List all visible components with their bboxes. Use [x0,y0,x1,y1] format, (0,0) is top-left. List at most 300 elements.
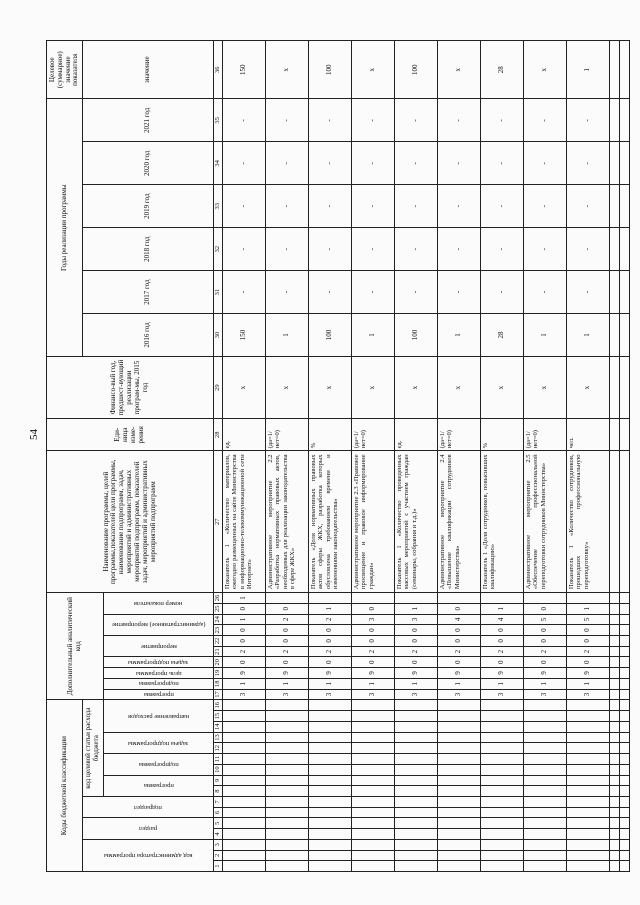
empty-cell [609,754,619,765]
analytic-code-cell: 0 [222,657,265,668]
budget-code-cell [265,829,308,840]
budget-code-cell [480,754,523,765]
analytic-code-cell: 0 [308,636,351,647]
program-indicators-table [46,40,630,872]
analytic-code-cell: 0 [523,657,566,668]
year-value: - [523,271,566,314]
section-header: раздел [139,825,158,833]
column-number: 33 [213,185,222,228]
subprogram-task-header: задача подпрограммы [128,739,189,747]
budget-code-cell [480,786,523,797]
analytic-code-cell: 1 [394,678,437,689]
budget-code-cell [351,796,394,807]
analytic-code-cell [394,593,437,604]
analytic-code-cell: 0 [480,657,523,668]
empty-cell [619,614,629,625]
empty-cell [619,356,629,418]
analytic-code-cell: 1 [480,678,523,689]
analytic-code-cell: 9 [523,668,566,679]
analytic-code-cell: 1 [222,593,265,604]
budget-code-cell [394,839,437,850]
budget-code-cell [308,829,351,840]
column-numbers-row [213,41,222,872]
year-value: - [480,99,523,142]
budget-code-cell [308,721,351,732]
empty-cell [609,625,619,636]
budget-code-cell [222,807,265,818]
analytic-code-cell: 0 [265,603,308,614]
table-row [523,41,566,872]
year-value: - [394,228,437,271]
budget-code-cell [437,829,480,840]
budget-code-cell [437,839,480,850]
column-number: 20 [213,657,222,668]
year-value: - [437,228,480,271]
budget-code-cell [566,711,609,722]
column-number: 2 [213,850,222,861]
analytic-code-cell: 0 [308,625,351,636]
empty-cell [609,678,619,689]
financing-value: х [394,356,437,418]
empty-cell [609,796,619,807]
budget-code-cell [566,721,609,732]
analytic-code-cell: 9 [566,668,609,679]
budget-code-cell [265,861,308,872]
budget-code-cell [437,732,480,743]
budget-code-cell [308,764,351,775]
analytic-code-cell: 0 [480,636,523,647]
financing-value: х [566,356,609,418]
empty-cell [619,807,629,818]
analytic-code-cell: 3 [394,614,437,625]
financing-value: х [265,356,308,418]
budget-code-cell [394,754,437,765]
analytic-code-cell: 0 [523,625,566,636]
table-row [480,41,523,872]
target-value: 100 [308,41,351,99]
year-value: - [265,142,308,185]
year-value: - [566,228,609,271]
empty-cell [609,314,619,357]
analytic-code-cell: 1 [437,678,480,689]
budget-code-cell [566,839,609,850]
analytic-code-cell: 0 [265,625,308,636]
analytic-code-cell [480,593,523,604]
item-name: Показатель 1 «Доля сотрудников, повысивших квалификацию» [480,451,523,593]
budget-code-cell [222,754,265,765]
empty-cell [609,99,619,142]
year-value: - [523,228,566,271]
budget-code-cell [222,818,265,829]
budget-code-cell [566,786,609,797]
budget-code-cell [222,839,265,850]
analytic-code-cell: 0 [351,625,394,636]
column-number: 17 [213,689,222,700]
column-number: 5 [213,818,222,829]
financing-value: х [222,356,265,418]
empty-cell [619,41,629,99]
budget-code-cell [566,754,609,765]
item-unit: ед. [222,419,265,451]
empty-cell [609,603,619,614]
year-value: - [351,271,394,314]
analytic-code-cell: 2 [523,646,566,657]
year-value: - [222,228,265,271]
analytic-code-cell: 2 [394,646,437,657]
year-value: 150 [222,314,265,357]
year-value: - [308,99,351,142]
analytic-code-cell: 0 [480,625,523,636]
subprogram-header: подпрограмма [138,760,179,768]
budget-code-cell [265,732,308,743]
year-value: - [308,185,351,228]
budget-code-cell [394,829,437,840]
budget-code-cell [566,775,609,786]
empty-cell [609,786,619,797]
column-number: 19 [213,668,222,679]
financing-value: х [351,356,394,418]
budget-code-cell [308,754,351,765]
a-goal-header: цель программы [135,669,182,677]
budget-code-cell [523,743,566,754]
budget-code-cell [351,850,394,861]
column-number: 13 [213,732,222,743]
budget-code-cell [437,775,480,786]
financing-value: х [437,356,480,418]
column-number: 31 [213,271,222,314]
table-row [437,41,480,872]
budget-code-cell [222,850,265,861]
year-2018-header: 2018 год [83,228,214,271]
extra-code-header: Дополнительный аналитический код [47,593,104,700]
empty-cell [609,593,619,604]
empty-row [609,41,619,872]
budget-code-cell [523,732,566,743]
empty-cell [619,603,629,614]
empty-cell [609,839,619,850]
subsection-header: подраздел [134,803,163,811]
admin-code-header: код администратора программы [103,852,193,860]
year-value: - [394,99,437,142]
year-value: 1 [523,314,566,357]
budget-code-cell [265,807,308,818]
analytic-code-cell [308,593,351,604]
column-number: 6 [213,807,222,818]
budget-code-cell [265,721,308,732]
empty-cell [619,775,629,786]
budget-code-cell [437,786,480,797]
empty-cell [619,839,629,850]
column-number: 26 [213,593,222,604]
analytic-code-cell [265,593,308,604]
budget-code-cell [566,818,609,829]
empty-cell [609,711,619,722]
analytic-code-cell: 0 [222,603,265,614]
empty-cell [619,711,629,722]
empty-cell [609,228,619,271]
analytic-code-cell: 9 [265,668,308,679]
budget-code-cell [523,807,566,818]
analytic-code-cell: 2 [437,646,480,657]
a-admin-event-header: (административное) мероприятие [111,621,206,629]
a-subprogram-header: подпрограмма [138,680,179,688]
analytic-code-cell: 5 [523,614,566,625]
target-value: х [351,41,394,99]
year-value: - [523,185,566,228]
year-value: 28 [480,314,523,357]
program-header: программа [143,782,174,790]
budget-code-cell [480,839,523,850]
empty-cell [619,689,629,700]
budget-code-cell [308,807,351,818]
empty-cell [619,829,629,840]
empty-cell [619,721,629,732]
target-value: 100 [394,41,437,99]
budget-code-cell [480,818,523,829]
empty-cell [619,786,629,797]
year-value: - [437,271,480,314]
analytic-code-cell: 0 [437,625,480,636]
item-unit: (да=1/ нет=0) [265,419,308,451]
empty-cell [609,721,619,732]
budget-code-cell [222,786,265,797]
budget-code-cell [566,700,609,711]
budget-code-cell [480,700,523,711]
analytic-code-cell: 2 [308,614,351,625]
empty-cell [619,657,629,668]
a-task-header: задача подпрограммы [128,658,189,666]
budget-code-cell [437,754,480,765]
budget-code-cell [351,839,394,850]
analytic-code-cell: 9 [394,668,437,679]
column-number: 15 [213,711,222,722]
budget-code-cell [437,807,480,818]
table-row [394,41,437,872]
budget-code-cell [566,796,609,807]
analytic-code-cell: 1 [222,614,265,625]
year-value: - [265,185,308,228]
column-number: 23 [213,625,222,636]
analytic-code-cell: 3 [351,689,394,700]
empty-cell [609,636,619,647]
budget-code-cell [222,764,265,775]
empty-cell [609,743,619,754]
empty-cell [609,41,619,99]
budget-code-cell [523,850,566,861]
year-value: - [480,271,523,314]
year-value: - [523,99,566,142]
analytic-code-cell: 0 [351,657,394,668]
column-number: 11 [213,754,222,765]
analytic-code-cell: 0 [222,636,265,647]
year-value: - [394,185,437,228]
analytic-code-cell [566,593,609,604]
a-indicator-header: номер показателя [134,599,183,607]
year-value: - [394,271,437,314]
analytic-code-cell: 0 [566,625,609,636]
analytic-code-cell: 9 [351,668,394,679]
item-name: Показатель 1 «Количество проведенных массовых мероприятий с участием граждан (семинары, собрания и т.д.)» [394,451,437,593]
target-value: х [523,41,566,99]
column-number: 8 [213,786,222,797]
empty-cell [619,451,629,593]
table-row [265,41,308,872]
empty-cell [619,861,629,872]
empty-cell [609,451,619,593]
column-number: 7 [213,796,222,807]
analytic-code-cell: 3 [394,689,437,700]
empty-cell [609,861,619,872]
budget-code-cell [222,700,265,711]
analytic-code-cell: 1 [308,678,351,689]
budget-code-cell [566,861,609,872]
analytic-code-cell: 0 [437,603,480,614]
item-unit: (да=1/ нет=0) [351,419,394,451]
analytic-code-cell: 1 [308,603,351,614]
empty-cell [609,657,619,668]
empty-cell [619,646,629,657]
analytic-code-cell: 2 [351,646,394,657]
value-header: значение [83,41,214,99]
budget-code-cell [265,839,308,850]
budget-code-cell [394,700,437,711]
budget-code-cell [265,850,308,861]
empty-cell [619,754,629,765]
budget-code-cell [566,850,609,861]
empty-row [619,41,629,872]
analytic-code-cell: 1 [351,678,394,689]
table-row [351,41,394,872]
analytic-code-cell: 2 [265,646,308,657]
target-value: 150 [222,41,265,99]
column-number: 35 [213,99,222,142]
year-value: - [523,142,566,185]
financing-value: х [480,356,523,418]
analytic-code-cell: 2 [222,646,265,657]
budget-code-cell [265,818,308,829]
empty-cell [619,99,629,142]
year-value: - [308,228,351,271]
analytic-code-cell: 9 [437,668,480,679]
budget-code-cell [351,818,394,829]
budget-code-cell [480,796,523,807]
budget-code-cell [523,839,566,850]
item-unit: (да=1/ нет=0) [523,419,566,451]
empty-cell [619,593,629,604]
analytic-code-cell: 0 [394,657,437,668]
year-value: - [394,142,437,185]
name-header: Наименование программы, целей программы,показателей цели программы, наименование подпрограмм, задач, мероприятий и административных мероприятий подпрограмм, показателей задач, мероприятий и административных мероприятий подпрограмм [47,451,214,593]
budget-code-cell [566,764,609,775]
year-value: - [222,271,265,314]
empty-cell [609,775,619,786]
empty-cell [609,807,619,818]
budget-code-cell [394,850,437,861]
budget-code-cell [480,807,523,818]
budget-code-cell [566,732,609,743]
analytic-code-cell [437,593,480,604]
empty-cell [619,142,629,185]
empty-cell [609,185,619,228]
analytic-code-cell: 2 [566,646,609,657]
analytic-code-cell: 1 [394,603,437,614]
budget-code-cell [480,775,523,786]
column-number: 32 [213,228,222,271]
year-value: - [566,99,609,142]
year-2016-header: 2016 год [83,314,214,357]
analytic-code-cell: 3 [480,689,523,700]
budget-code-cell [437,711,480,722]
column-number: 14 [213,721,222,732]
analytic-code-cell: 3 [265,689,308,700]
analytic-code-cell [351,593,394,604]
empty-cell [619,796,629,807]
budget-code-cell [437,818,480,829]
analytic-code-cell: 3 [351,614,394,625]
budget-code-cell [351,700,394,711]
empty-cell [619,419,629,451]
budget-code-cell [351,764,394,775]
empty-cell [619,743,629,754]
column-number: 21 [213,646,222,657]
item-name: Показатель 1 «Количество сотрудников, прошедших профессиональную переподготовку» [566,451,609,593]
budget-code-cell [265,754,308,765]
empty-cell [619,764,629,775]
budget-code-cell [222,721,265,732]
empty-cell [619,732,629,743]
budget-code-cell [480,861,523,872]
analytic-code-cell: 9 [308,668,351,679]
analytic-code-cell: 4 [437,614,480,625]
column-number: 24 [213,614,222,625]
budget-code-cell [566,829,609,840]
empty-cell [619,850,629,861]
year-value: 100 [308,314,351,357]
budget-code-cell [437,796,480,807]
budget-code-cell [351,786,394,797]
budget-code-cell [351,732,394,743]
empty-cell [619,314,629,357]
budget-code-cell [308,839,351,850]
year-value: - [308,142,351,185]
year-2020-header: 2020 год [83,142,214,185]
item-name: Административное мероприятие 2.4 «Повышение квалификации сотрудников Министерства» [437,451,480,593]
empty-cell [609,614,619,625]
analytic-code-cell: 0 [394,625,437,636]
budget-code-cell [351,829,394,840]
budget-code-cell [394,711,437,722]
year-value: - [308,271,351,314]
analytic-code-cell: 1 [480,603,523,614]
analytic-code-cell: 1 [265,678,308,689]
budget-code-cell [351,711,394,722]
analytic-code-cell: 0 [437,636,480,647]
year-2021-header: 2021 год [83,99,214,142]
column-number: 4 [213,829,222,840]
budget-code-cell [351,775,394,786]
column-number: 16 [213,700,222,711]
budget-code-cell [480,711,523,722]
analytic-code-cell: 0 [394,636,437,647]
page-number: 54 [28,429,40,440]
empty-cell [609,419,619,451]
target-item-header: код целевой статьи расхода бюджета [83,700,104,797]
financing-value: х [523,356,566,418]
budget-code-cell [394,721,437,732]
column-number: 25 [213,603,222,614]
budget-code-cell [437,721,480,732]
budget-code-cell [394,732,437,743]
